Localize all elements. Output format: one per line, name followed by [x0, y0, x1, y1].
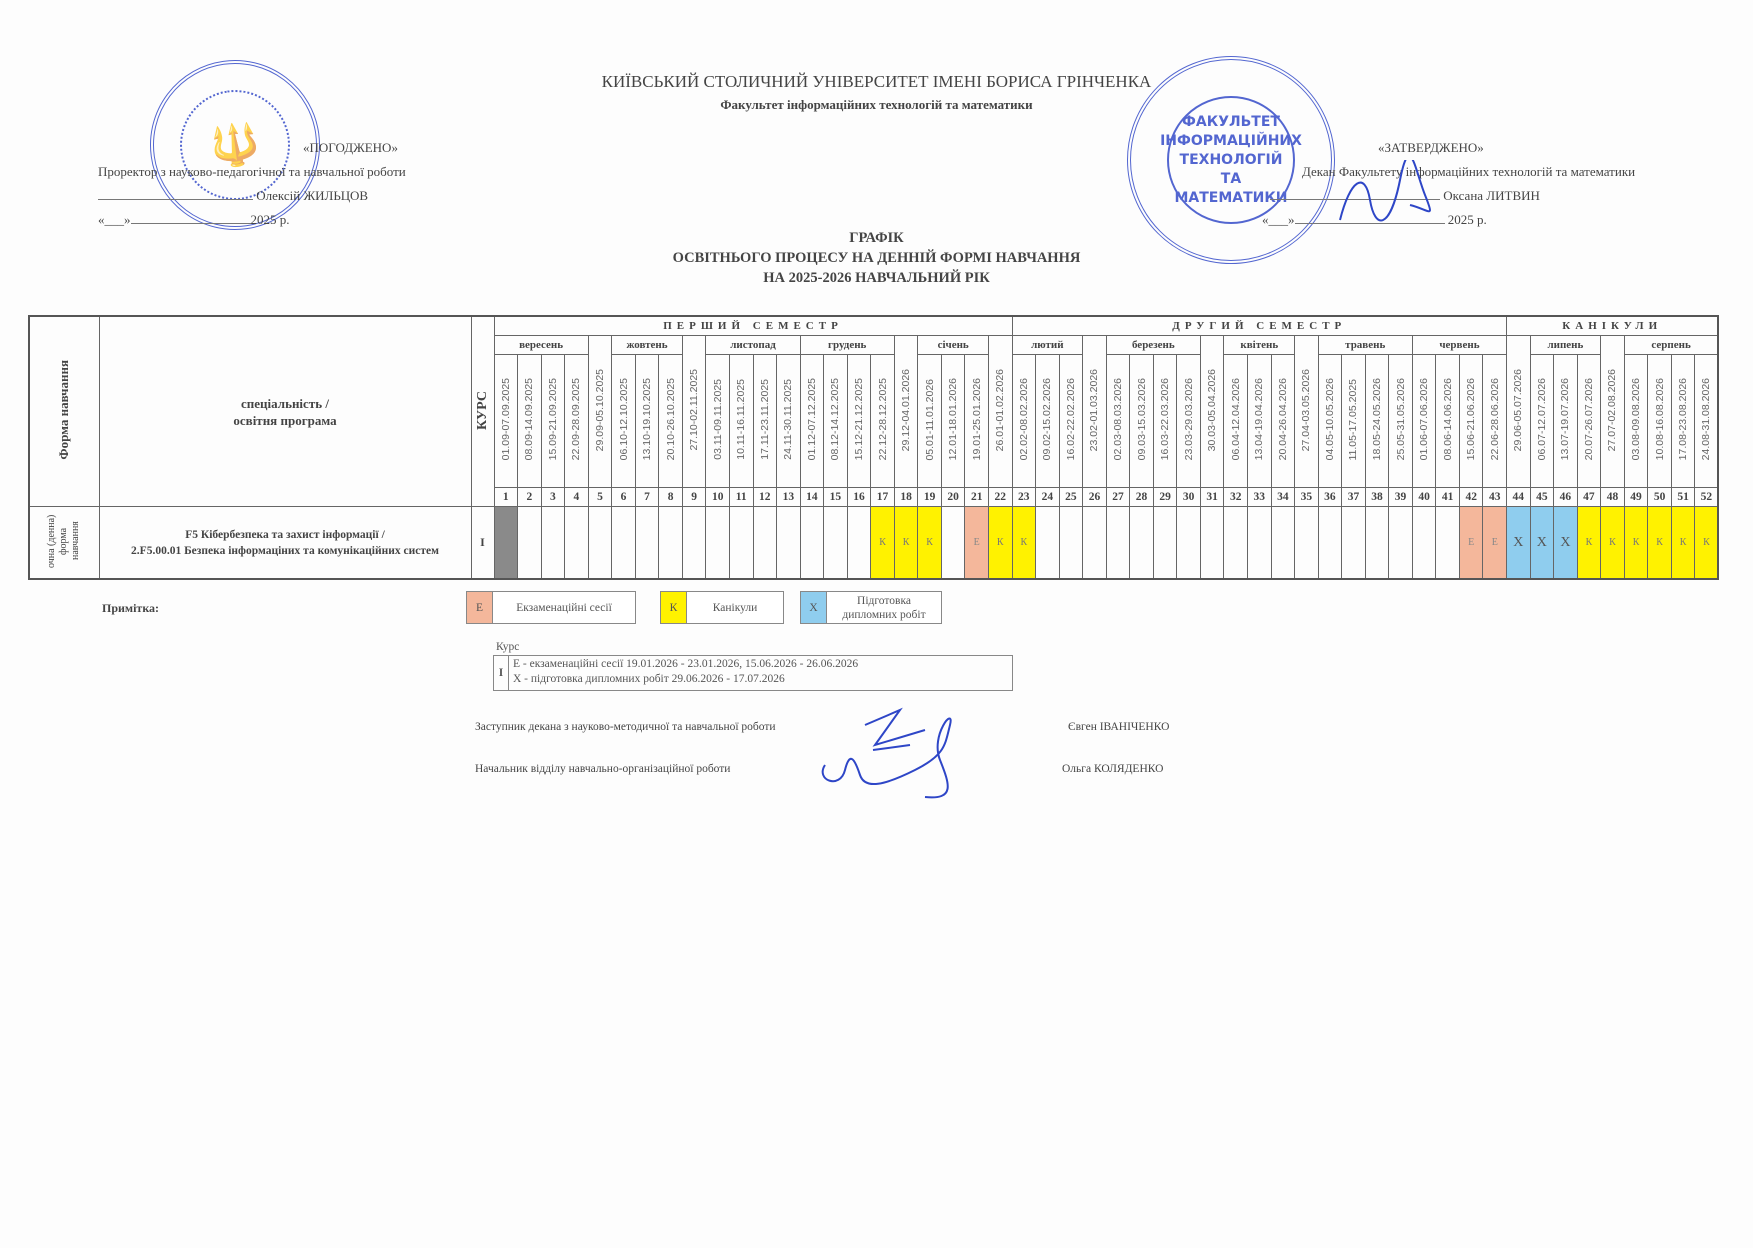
week-date-label: 27.10-02.11.2025 — [688, 369, 701, 451]
week-number-cell: 19 — [918, 488, 942, 507]
specialty-line2: 2.F5.00.01 Безпека інформаціних та комунікаційних систем — [131, 544, 439, 557]
week-number-cell: 5 — [588, 488, 612, 507]
week-date-label: 17.11-23.11.2025 — [758, 379, 771, 460]
schedule-cell-week-23: К — [1012, 507, 1036, 580]
specialty-header-cell — [99, 316, 471, 507]
schedule-cell-week-5 — [588, 507, 612, 580]
schedule-cell-week-17: К — [871, 507, 895, 580]
week-number-cell: 3 — [541, 488, 565, 507]
course-notes-thesis: Х - підготовка дипломних робіт 29.06.2026 - 17.07.2026 — [513, 673, 785, 685]
stamp-line: ІНФОРМАЦІЙНИХ — [1160, 132, 1302, 149]
schedule-cell-week-25 — [1059, 507, 1083, 580]
date-month-line — [131, 223, 251, 224]
week-date-label: 15.06-21.06.2026 — [1465, 378, 1478, 461]
week-date-cell — [1318, 355, 1342, 488]
schedule-cell-week-46: Х — [1554, 507, 1578, 580]
schedule-cell-week-42: Е — [1459, 507, 1483, 580]
week-date-label: 27.07-02.08.2026 — [1606, 368, 1619, 452]
week-date-label: 23.03-29.03.2026 — [1182, 378, 1195, 461]
week-date-cell — [635, 355, 659, 488]
schedule-cell-week-33 — [1248, 507, 1272, 580]
week-number-cell: 22 — [988, 488, 1012, 507]
week-date-label: 12.01-18.01.2026 — [947, 378, 960, 461]
week-date-cell — [1130, 355, 1154, 488]
week-date-label: 13.04-19.04.2026 — [1253, 378, 1266, 461]
schedule-cell-week-24 — [1036, 507, 1060, 580]
form-cell — [29, 507, 99, 580]
week-date-label: 05.01-11.01.2026 — [923, 378, 936, 461]
week-date-label: 20.10-26.10.2025 — [664, 378, 677, 461]
schedule-cell-week-7 — [635, 507, 659, 580]
week-number-cell: 11 — [729, 488, 753, 507]
schedule-cell-week-16 — [847, 507, 871, 580]
schedule-cell-week-31 — [1200, 507, 1224, 580]
schedule-cell-week-10 — [706, 507, 730, 580]
month-header: березень — [1106, 336, 1200, 355]
week-date-cell — [1483, 355, 1507, 488]
week-number-cell: 25 — [1059, 488, 1083, 507]
week-date-label: 22.06-28.06.2026 — [1488, 378, 1501, 461]
form-value: очна (денна) форма навчання — [46, 514, 82, 568]
legend-exam-swatch: Е — [467, 592, 493, 623]
schedule-cell-week-12 — [753, 507, 777, 580]
schedule-cell-week-51: К — [1671, 507, 1695, 580]
approval-right-name: Оксана ЛИТВИН — [1443, 188, 1540, 203]
week-date-label: 15.12-21.12.2025 — [852, 378, 865, 461]
week-number-cell: 9 — [682, 488, 706, 507]
week-date-label: 01.12-07.12.2025 — [805, 378, 818, 461]
week-date-cell — [1554, 355, 1578, 488]
week-number-cell: 24 — [1036, 488, 1060, 507]
week-date-label: 13.10-19.10.2025 — [641, 378, 654, 461]
schedule-cell-week-52: К — [1695, 507, 1719, 580]
schedule-cell-week-21: Е — [965, 507, 989, 580]
course-header-cell — [471, 316, 494, 507]
week-date-label: 30.03-05.04.2026 — [1206, 368, 1219, 452]
schedule-cell-week-50: К — [1648, 507, 1672, 580]
week-date-cell — [847, 355, 871, 488]
week-date-label: 03.11-09.11.2025 — [711, 379, 724, 460]
signature-deputy-name: Євген ІВАНІЧЕНКО — [1068, 721, 1170, 733]
month-header: червень — [1412, 336, 1506, 355]
signature-head-position: Начальник відділу навчально-організаційної роботи — [475, 763, 731, 775]
schedule-cell-week-9 — [682, 507, 706, 580]
schedule-cell-week-26 — [1083, 507, 1107, 580]
week-date-label: 09.03-15.03.2026 — [1135, 378, 1148, 461]
week-date-label: 02.02-08.02.2026 — [1017, 378, 1030, 461]
approval-left-heading: «ПОГОДЖЕНО» — [303, 140, 398, 155]
week-date-label: 20.04-26.04.2026 — [1276, 378, 1289, 461]
week-date-cell — [1248, 355, 1272, 488]
faculty-name: Факультет інформаційних технологій та математики — [720, 97, 1033, 112]
schedule-cell-week-36 — [1318, 507, 1342, 580]
month-header: серпень — [1624, 336, 1718, 355]
week-number-cell: 37 — [1342, 488, 1366, 507]
schedule-cell-week-47: К — [1577, 507, 1601, 580]
schedule-cell-week-13 — [777, 507, 801, 580]
legend-vacation-label: Канікули — [712, 601, 758, 614]
week-date-cell — [1530, 355, 1554, 488]
month-header: грудень — [800, 336, 894, 355]
month-header: квітень — [1224, 336, 1295, 355]
week-number-cell: 50 — [1648, 488, 1672, 507]
week-number-cell: 31 — [1200, 488, 1224, 507]
specialty-header-line2: освітня програма — [233, 412, 337, 428]
week-date-cell — [612, 355, 636, 488]
semester-header-row — [29, 316, 1718, 336]
week-date-cell — [894, 336, 918, 488]
legend-thesis — [800, 591, 942, 624]
legend-vacation-swatch: К — [661, 592, 687, 623]
week-number-cell: 18 — [894, 488, 918, 507]
university-name: КИЇВСЬКИЙ СТОЛИЧНИЙ УНІВЕРСИТЕТ ІМЕНІ БОРИСА ГРІНЧЕНКА — [601, 72, 1152, 91]
week-date-cell — [729, 355, 753, 488]
specialty-header-line1: спеціальність / — [241, 395, 329, 411]
week-date-label: 22.12-28.12.2025 — [876, 378, 889, 461]
week-date-label: 06.07-12.07.2026 — [1535, 378, 1548, 461]
week-number-cell: 17 — [871, 488, 895, 507]
form-header-cell — [29, 316, 99, 507]
date-day: «___» — [1262, 212, 1295, 227]
week-date-cell — [1224, 355, 1248, 488]
week-date-label: 18.05-24.05.2026 — [1371, 378, 1383, 461]
week-number-cell: 34 — [1271, 488, 1295, 507]
week-date-cell — [706, 355, 730, 488]
week-date-label: 27.04-03.05.2026 — [1300, 368, 1313, 452]
week-date-cell — [800, 355, 824, 488]
form-header-label: Форма навчання — [56, 360, 72, 460]
week-number-cell: 47 — [1577, 488, 1601, 507]
week-date-label: 17.08-23.08.2026 — [1677, 378, 1690, 461]
week-number-cell: 33 — [1248, 488, 1272, 507]
course-header-label: КУРС — [474, 390, 490, 430]
specialty-line1: F5 Кібербезпека та захист інформації / — [185, 528, 385, 541]
week-date-cell — [1436, 355, 1460, 488]
date-day: «___» — [98, 212, 131, 227]
week-number-cell: 49 — [1624, 488, 1648, 507]
schedule-cell-week-4 — [565, 507, 589, 580]
schedule-cell-week-45: Х — [1530, 507, 1554, 580]
handwritten-signature-icon — [815, 705, 1015, 800]
specialty-cell — [99, 507, 471, 580]
week-date-cell — [988, 336, 1012, 488]
course-notes-roman: I — [494, 656, 509, 690]
schedule-cell-week-2 — [518, 507, 542, 580]
schedule-cell-week-43: Е — [1483, 507, 1507, 580]
week-number-cell: 35 — [1295, 488, 1319, 507]
week-number-cell: 10 — [706, 488, 730, 507]
signature-head-name: Ольга КОЛЯДЕНКО — [1062, 763, 1164, 775]
title-line-3: НА 2025-2026 НАВЧАЛЬНИЙ РІК — [763, 270, 990, 286]
week-date-cell — [824, 355, 848, 488]
schedule-cell-week-28 — [1130, 507, 1154, 580]
week-date-label: 20.07-26.07.2026 — [1582, 378, 1595, 461]
week-date-cell — [1059, 355, 1083, 488]
legend-thesis-label: Підготовка дипломних робіт — [842, 594, 926, 621]
week-date-cell — [1365, 355, 1389, 488]
schedule-table — [28, 315, 1719, 580]
schedule-cell-week-18: К — [894, 507, 918, 580]
week-number-cell: 1 — [494, 488, 518, 507]
week-date-cell — [941, 355, 965, 488]
week-date-label: 11.05-17.05.2025 — [1347, 378, 1360, 461]
approval-right-heading: «ЗАТВЕРДЖЕНО» — [1378, 140, 1484, 155]
week-date-cell — [1412, 355, 1436, 488]
legend-exam-label: Екзаменаційні сесії — [516, 601, 612, 614]
week-number-cell: 40 — [1412, 488, 1436, 507]
week-date-label: 01.06-07.06.2026 — [1418, 378, 1431, 461]
week-date-cell — [1012, 355, 1036, 488]
title-line-1: ГРАФІК — [849, 230, 904, 246]
course-cell: I — [471, 507, 494, 580]
week-date-cell — [1106, 355, 1130, 488]
schedule-cell-week-14 — [800, 507, 824, 580]
schedule-cell-week-44: Х — [1507, 507, 1531, 580]
week-date-cell — [1648, 355, 1672, 488]
week-date-cell — [1671, 355, 1695, 488]
week-date-cell — [541, 355, 565, 488]
week-date-cell — [918, 355, 942, 488]
title-line-2: ОСВІТНЬОГО ПРОЦЕСУ НА ДЕННІЙ ФОРМІ НАВЧАННЯ — [672, 250, 1081, 266]
schedule-cell-week-35 — [1295, 507, 1319, 580]
week-date-cell — [871, 355, 895, 488]
month-header: жовтень — [612, 336, 683, 355]
schedule-cell-week-32 — [1224, 507, 1248, 580]
course-notes-label: Курс — [496, 641, 520, 653]
schedule-cell-week-38 — [1365, 507, 1389, 580]
week-number-cell: 27 — [1106, 488, 1130, 507]
week-number-cell: 29 — [1153, 488, 1177, 507]
week-date-cell — [494, 355, 518, 488]
week-date-cell — [777, 355, 801, 488]
schedule-cell-week-49: К — [1624, 507, 1648, 580]
notes-label: Примітка: — [102, 601, 160, 615]
week-date-label: 29.09-05.10.2025 — [593, 368, 606, 452]
trident-emblem-icon: 🔱 — [207, 119, 263, 172]
week-number-cell: 44 — [1507, 488, 1531, 507]
week-date-label: 06.10-12.10.2025 — [617, 378, 630, 461]
schedule-cell-week-40 — [1412, 507, 1436, 580]
week-number-cell: 14 — [800, 488, 824, 507]
week-date-cell — [1177, 355, 1201, 488]
approval-left-position: Проректор з науково-педагогічної та навчальної роботи — [98, 164, 406, 179]
legend-exam — [466, 591, 636, 624]
schedule-cell-week-39 — [1389, 507, 1413, 580]
week-date-label: 06.04-12.04.2026 — [1229, 378, 1242, 461]
week-date-label: 25.05-31.05.2026 — [1394, 378, 1407, 461]
approval-left-block — [98, 136, 458, 232]
week-number-cell: 12 — [753, 488, 777, 507]
week-date-label: 16.02-22.02.2026 — [1064, 378, 1077, 461]
week-date-cell — [965, 355, 989, 488]
schedule-cell-week-30 — [1177, 507, 1201, 580]
schedule-cell-week-48: К — [1601, 507, 1625, 580]
semester-header-3: КАНІКУЛИ — [1507, 316, 1719, 336]
week-number-cell: 48 — [1601, 488, 1625, 507]
week-number-cell: 30 — [1177, 488, 1201, 507]
schedule-cell-week-3 — [541, 507, 565, 580]
week-date-cell — [518, 355, 542, 488]
week-date-label: 02.03-08.03.2026 — [1111, 378, 1124, 461]
week-date-cell — [753, 355, 777, 488]
schedule-cell-week-19: К — [918, 507, 942, 580]
schedule-cell-week-15 — [824, 507, 848, 580]
week-date-cell — [1695, 355, 1719, 488]
week-number-cell: 32 — [1224, 488, 1248, 507]
approval-left-year: 2025 р. — [250, 212, 290, 227]
month-header: листопад — [706, 336, 800, 355]
week-number-cell: 6 — [612, 488, 636, 507]
week-date-cell — [1271, 355, 1295, 488]
schedule-cell-week-29 — [1153, 507, 1177, 580]
week-number-cell: 43 — [1483, 488, 1507, 507]
schedule-cell-week-8 — [659, 507, 683, 580]
week-number-cell: 38 — [1365, 488, 1389, 507]
week-date-cell — [1295, 336, 1319, 488]
schedule-cell-week-1 — [494, 507, 518, 580]
week-number-cell: 7 — [635, 488, 659, 507]
week-number-cell: 45 — [1530, 488, 1554, 507]
schedule-cell-week-6 — [612, 507, 636, 580]
week-number-cell: 42 — [1459, 488, 1483, 507]
semester-header-1: ПЕРШИЙ СЕМЕСТР — [494, 316, 1012, 336]
approval-left-name: Олексій ЖИЛЬЦОВ — [256, 188, 369, 203]
week-date-label: 24.08-31.08.2026 — [1700, 378, 1713, 461]
week-date-label: 16.03-22.03.2026 — [1159, 378, 1172, 461]
approval-right-year: 2025 р. — [1447, 212, 1487, 227]
week-number-cell: 13 — [777, 488, 801, 507]
week-date-label: 22.09-28.09.2025 — [570, 378, 583, 461]
week-date-cell — [1389, 355, 1413, 488]
week-date-cell — [1507, 336, 1531, 488]
signature-deputy-position: Заступник декана з науково-методичної та навчальної роботи — [475, 721, 776, 733]
week-date-label: 08.12-14.12.2025 — [829, 378, 842, 461]
stamp-line: ФАКУЛЬТЕТ — [1182, 113, 1280, 130]
week-number-cell: 15 — [824, 488, 848, 507]
week-number-cell: 36 — [1318, 488, 1342, 507]
week-date-cell — [1200, 336, 1224, 488]
week-number-cell: 41 — [1436, 488, 1460, 507]
week-number-cell: 16 — [847, 488, 871, 507]
schedule-cell-week-22: К — [988, 507, 1012, 580]
week-date-label: 15.09-21.09.2025 — [546, 378, 559, 461]
week-number-cell: 26 — [1083, 488, 1107, 507]
course-notes-exam: Е - екзаменаційні сесії 19.01.2026 - 23.01.2026, 15.06.2026 - 26.06.2026 — [513, 658, 859, 670]
legend-vacation — [660, 591, 784, 624]
week-date-label: 26.01-01.02.2026 — [994, 368, 1007, 452]
month-header: вересень — [494, 336, 588, 355]
week-date-cell — [682, 336, 706, 488]
month-header: січень — [918, 336, 989, 355]
signature-line — [98, 199, 253, 200]
week-number-cell: 39 — [1389, 488, 1413, 507]
week-date-label: 10.08-16.08.2026 — [1653, 378, 1666, 461]
legend-thesis-swatch: Х — [801, 592, 827, 623]
week-date-label: 08.06-14.06.2026 — [1441, 378, 1454, 461]
schedule-cell-week-27 — [1106, 507, 1130, 580]
week-date-cell — [1083, 336, 1107, 488]
stamp-line: ТЕХНОЛОГІЙ ТА — [1179, 151, 1283, 187]
schedule-cell-week-11 — [729, 507, 753, 580]
week-date-label: 03.08-09.08.2026 — [1630, 378, 1643, 461]
week-date-cell — [1601, 336, 1625, 488]
week-date-label: 29.12-04.01.2026 — [900, 368, 913, 452]
semester-header-2: ДРУГИЙ СЕМЕСТР — [1012, 316, 1506, 336]
week-date-cell — [659, 355, 683, 488]
schedule-cell-week-34 — [1271, 507, 1295, 580]
month-header: лютий — [1012, 336, 1083, 355]
week-date-cell — [565, 355, 589, 488]
week-date-label: 08.09-14.09.2025 — [523, 378, 536, 461]
week-date-cell — [1577, 355, 1601, 488]
schedule-cell-week-20 — [941, 507, 965, 580]
week-date-label: 19.01-25.01.2026 — [970, 378, 983, 461]
week-date-label: 13.07-19.07.2026 — [1559, 378, 1572, 461]
week-date-label: 23.02-01.03.2026 — [1088, 368, 1101, 452]
week-date-label: 09.02-15.02.2026 — [1041, 378, 1054, 461]
stamp-line: МАТЕМАТИКИ — [1174, 189, 1288, 206]
approval-right-position: Декан Факультету інформаційних технологій та математики — [1302, 164, 1636, 179]
week-number-cell: 8 — [659, 488, 683, 507]
week-number-cell: 23 — [1012, 488, 1036, 507]
week-number-cell: 20 — [941, 488, 965, 507]
schedule-cell-week-37 — [1342, 507, 1366, 580]
week-date-label: 01.09-07.09.2025 — [499, 378, 512, 461]
month-header: травень — [1318, 336, 1412, 355]
week-date-label: 10.11-16.11.2025 — [735, 379, 748, 460]
week-number-cell: 28 — [1130, 488, 1154, 507]
week-date-cell — [1624, 355, 1648, 488]
month-header: липень — [1530, 336, 1601, 355]
approval-right-block — [1262, 136, 1650, 232]
course-notes-box — [493, 655, 1013, 691]
week-number-cell: 21 — [965, 488, 989, 507]
week-date-cell — [1036, 355, 1060, 488]
table-row — [29, 507, 1718, 580]
week-date-cell — [588, 336, 612, 488]
week-date-label: 29.06-05.07.2026 — [1512, 368, 1525, 452]
document-title — [0, 228, 1753, 288]
schedule-cell-week-41 — [1436, 507, 1460, 580]
week-date-cell — [1459, 355, 1483, 488]
week-number-cell: 46 — [1554, 488, 1578, 507]
week-number-cell: 52 — [1695, 488, 1719, 507]
week-date-cell — [1342, 355, 1366, 488]
week-date-cell — [1153, 355, 1177, 488]
week-number-cell: 4 — [565, 488, 589, 507]
week-number-cell: 2 — [518, 488, 542, 507]
week-number-cell: 51 — [1671, 488, 1695, 507]
week-date-label: 04.05-10.05.2026 — [1323, 378, 1336, 461]
week-date-label: 24.11-30.11.2025 — [782, 379, 795, 460]
